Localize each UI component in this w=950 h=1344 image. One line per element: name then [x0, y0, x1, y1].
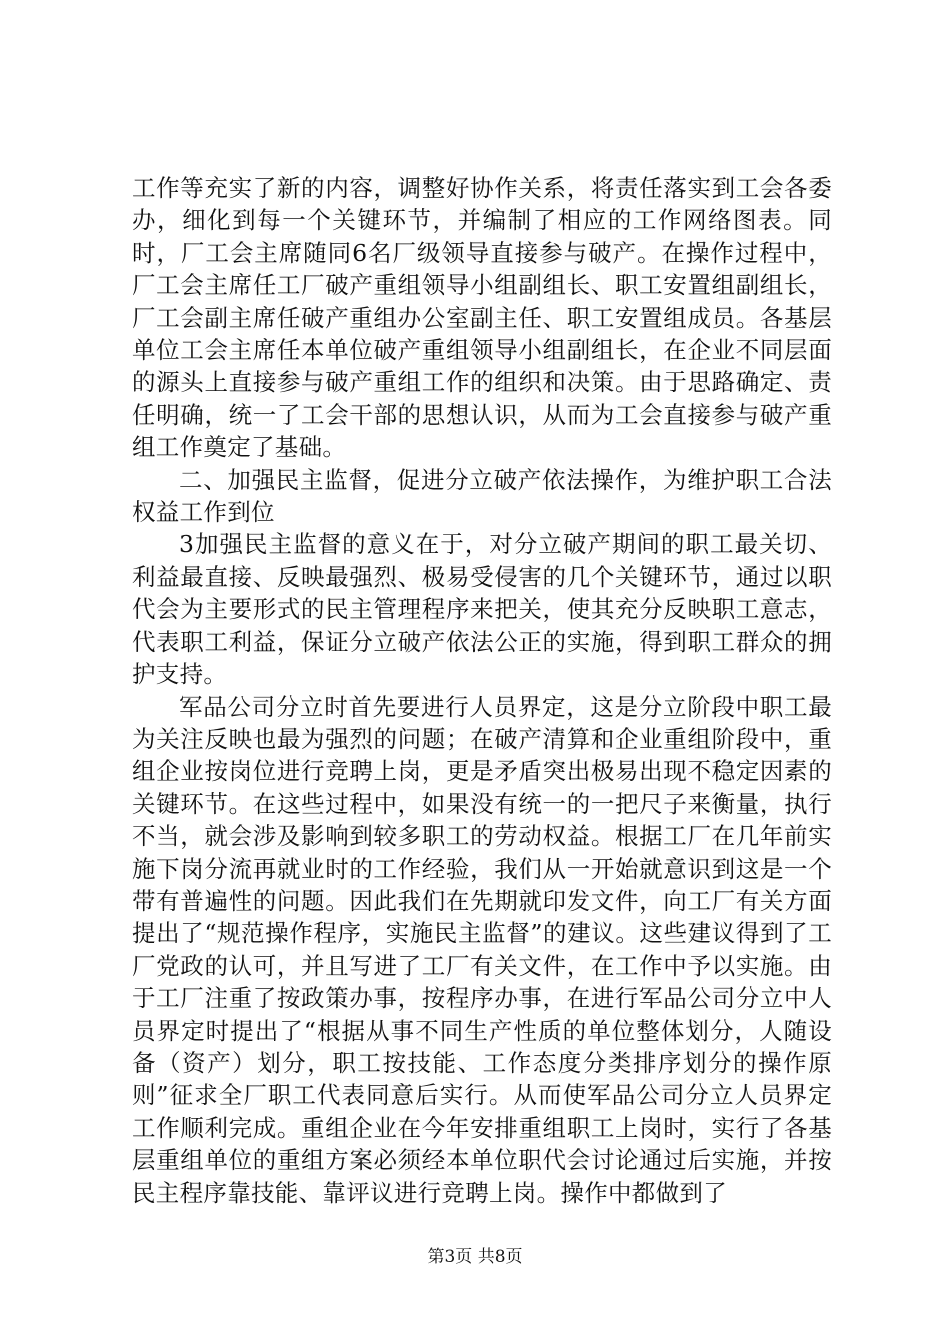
paragraph: 军品公司分立时首先要进行人员界定，这是分立阶段中职工最为关注反映也最为强烈的问题；在破产清算和企业重组阶段中，重组企业按岗位进行竞聘上岗，更是矛盾突出极易出现不稳定因素的关键环节。在这些过程中，如果没有统一的一把尺子来衡量，执行不当，就会涉及影响到较多职工的劳动权益。根据工厂在几年前实施下岗分流再就业时的工作经验，我们从一开始就意识到这是一个带有普遍性的问题。因此我们在先期就印发文件，向工厂有关方面提出了“规范操作程序，实施民主监督”的建议。这些建议得到了工厂党政的认可，并且写进了工厂有关文件，在工作中予以实施。由于工厂注重了按政策办事，按程序办事，在进行军品公司分立中人员界定时提出了“根据从事不同生产性质的单位整体划分，人随设备（资产）划分，职工按技能、工作态度分类排序划分的操作原则”征求全厂职工代表同意后实行。从而使军品公司分立人员界定工作顺利完成。重组企业在今年安排重组职工上岗时，实行了各基层重组单位的重组方案必须经本单位职代会讨论通过后实施，并按民主程序靠技能、靠评议进行竞聘上岗。操作中都做到了	[132, 692, 832, 1207]
page-footer: 第3页 共8页	[427, 1247, 523, 1267]
paragraph: 3加强民主监督的意义在于，对分立破产期间的职工最关切、利益最直接、反映最强烈、极易受侵害的几个关键环节，通过以职代会为主要形式的民主管理程序来把关，使其充分反映职工意志，代表职工利益，保证分立破产依法公正的实施，得到职工群众的拥护支持。	[132, 530, 832, 689]
section-heading: 二、加强民主监督，促进分立破产依法操作，为维护职工合法权益工作到位	[132, 465, 832, 527]
paragraph-continuation: 工作等充实了新的内容，调整好协作关系，将责任落实到工会各委办，细化到每一个关键环节，并编制了相应的工作网络图表。同时，厂工会主席随同6名厂级领导直接参与破产。在操作过程中，厂工会主席任工厂破产重组领导小组副组长、职工安置组副组长，厂工会副主席任破产重组办公室副主任、职工安置组成员。各基层单位工会主席任本单位破产重组领导小组副组长，在企业不同层面的源头上直接参与破产重组工作的组织和决策。由于思路确定、责任明确，统一了工会干部的思想认识，从而为工会直接参与破产重组工作奠定了基础。	[132, 174, 832, 462]
document-body	[132, 172, 832, 1209]
